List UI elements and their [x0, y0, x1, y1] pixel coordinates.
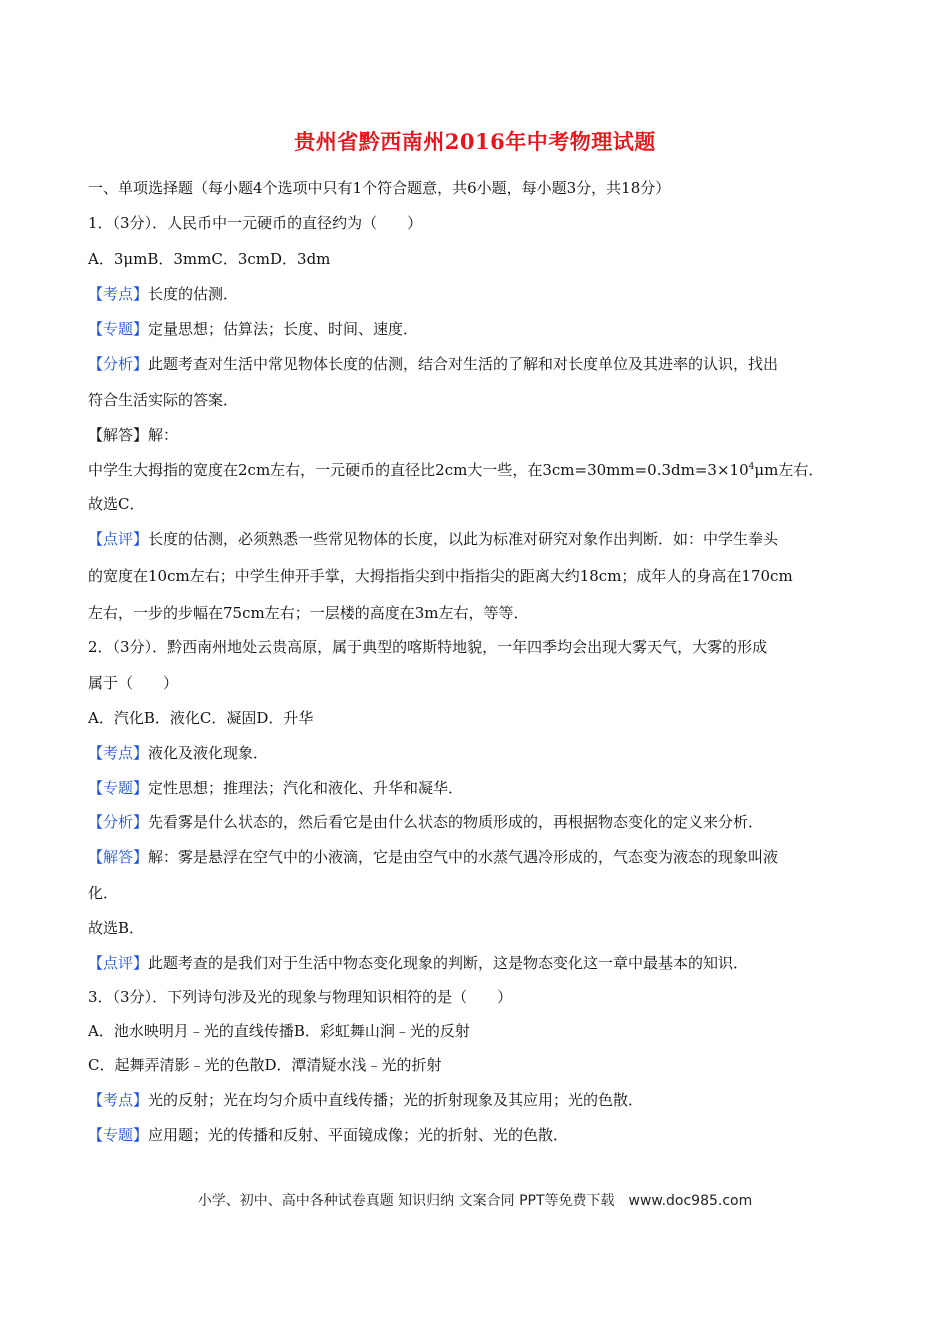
question-1-jieda-body	[88, 460, 868, 480]
jieda-label: 【解答】	[88, 848, 149, 866]
kaodian-label: 【考点】	[88, 1091, 149, 1109]
zhuanti-label: 【专题】	[88, 320, 149, 338]
kaodian-text: 光的反射；光在均匀介质中直线传播；光的折射现象及其应用；光的色散．	[148, 1091, 644, 1109]
question-1-fenxi-cont: 符合生活实际的答案．	[88, 391, 239, 409]
zhuanti-label: 【专题】	[88, 779, 149, 797]
page-title: 贵州省黔西南州2016年中考物理试题	[294, 129, 656, 154]
zhuanti-label: 【专题】	[88, 1126, 149, 1144]
kaodian-text: 长度的估测．	[148, 285, 239, 303]
question-2-options: A．汽化B．液化C．凝固D．升华	[88, 709, 314, 727]
fenxi-label: 【分析】	[88, 355, 149, 373]
question-3-kaodian	[88, 1090, 868, 1110]
jieda-text-a: 中学生大拇指的宽度在2cm左右，一元硬币的直径比2cm大一些，在3cm=30mm=0.3dm=3×10	[88, 461, 749, 479]
fenxi-text: 此题考查对生活中常见物体长度的估测，结合对生活的了解和对长度单位及其进率的认识，找出	[148, 355, 779, 373]
question-3-options-2: C．起舞弄清影﹣光的色散D．潭清疑水浅﹣光的折射	[88, 1056, 442, 1074]
question-2-fenxi	[88, 812, 868, 832]
zhuanti-text: 定性思想；推理法；汽化和液化、升华和凝华．	[148, 779, 464, 797]
question-2-zhuanti	[88, 778, 868, 798]
question-1-zhuanti	[88, 319, 868, 339]
question-1-stem: 1．（3分）．人民币中一元硬币的直径约为（ ）	[88, 214, 423, 232]
jieda-label: 【解答】	[88, 426, 149, 444]
question-1-kaodian	[88, 284, 868, 304]
question-2-dianping	[88, 953, 868, 973]
question-2-stem: 2．（3分）．黔西南州地处云贵高原，属于典型的喀斯特地貌，一年四季均会出现大雾天气，大雾的形成	[88, 638, 768, 656]
kaodian-text: 液化及液化现象．	[148, 744, 269, 762]
question-2-jieda-cont: 化．	[88, 884, 119, 902]
dianping-text: 此题考查的是我们对于生活中物态变化现象的判断，这是物态变化这一章中最基本的知识．	[148, 954, 749, 972]
question-2-answer: 故选B．	[88, 919, 145, 937]
question-1-dianping	[88, 529, 868, 549]
dianping-label: 【点评】	[88, 954, 149, 972]
question-1-jieda	[88, 425, 868, 445]
kaodian-label: 【考点】	[88, 744, 149, 762]
question-1-dianping-cont-1: 的宽度在10cm左右；中学生伸开手掌，大拇指指尖到中指指尖的距离大约18cm；成年人的身高在170cm	[88, 567, 793, 585]
dianping-text: 长度的估测，必须熟悉一些常见物体的长度，以此为标准对研究对象作出判断．如：中学生拳头	[148, 530, 779, 548]
question-1-fenxi	[88, 354, 868, 374]
dianping-label: 【点评】	[88, 530, 149, 548]
kaodian-label: 【考点】	[88, 285, 149, 303]
question-1-answer: 故选C．	[88, 495, 145, 513]
question-3-stem: 3．（3分）．下列诗句涉及光的现象与物理知识相符的是（ ）	[88, 988, 513, 1006]
question-1-dianping-cont-2: 左右，一步的步幅在75cm左右；一层楼的高度在3m左右，等等．	[88, 604, 529, 622]
jieda-text: 解：雾是悬浮在空气中的小液滴，它是由空气中的水蒸气遇冷形成的，气态变为液态的现象叫液	[148, 848, 779, 866]
zhuanti-text: 应用题；光的传播和反射、平面镜成像；光的折射、光的色散．	[148, 1126, 569, 1144]
section-heading: 一、单项选择题（每小题4个选项中只有1个符合题意，共6小题，每小题3分，共18分）	[88, 179, 671, 197]
question-2-jieda	[88, 847, 868, 867]
question-1-options: A．3μmB．3mmC．3cmD．3dm	[88, 250, 331, 268]
jieda-exponent: 4	[748, 462, 755, 472]
jieda-head: 解：	[148, 426, 179, 444]
question-3-options-1: A．池水映明月﹣光的直线传播B．彩虹舞山涧﹣光的反射	[88, 1022, 470, 1040]
page-footer: 小学、初中、高中各种试卷真题 知识归纳 文案合同 PPT等免费下载 www.doc985.com	[197, 1193, 753, 1209]
fenxi-label: 【分析】	[88, 813, 149, 831]
question-2-kaodian	[88, 743, 868, 763]
question-2-stem-cont: 属于（ ）	[88, 674, 179, 692]
fenxi-text: 先看雾是什么状态的，然后看它是由什么状态的物质形成的，再根据物态变化的定义来分析．	[148, 813, 764, 831]
zhuanti-text: 定量思想；估算法；长度、时间、速度．	[148, 320, 419, 338]
jieda-text-b: μm左右．	[754, 461, 824, 479]
question-3-zhuanti	[88, 1125, 868, 1145]
